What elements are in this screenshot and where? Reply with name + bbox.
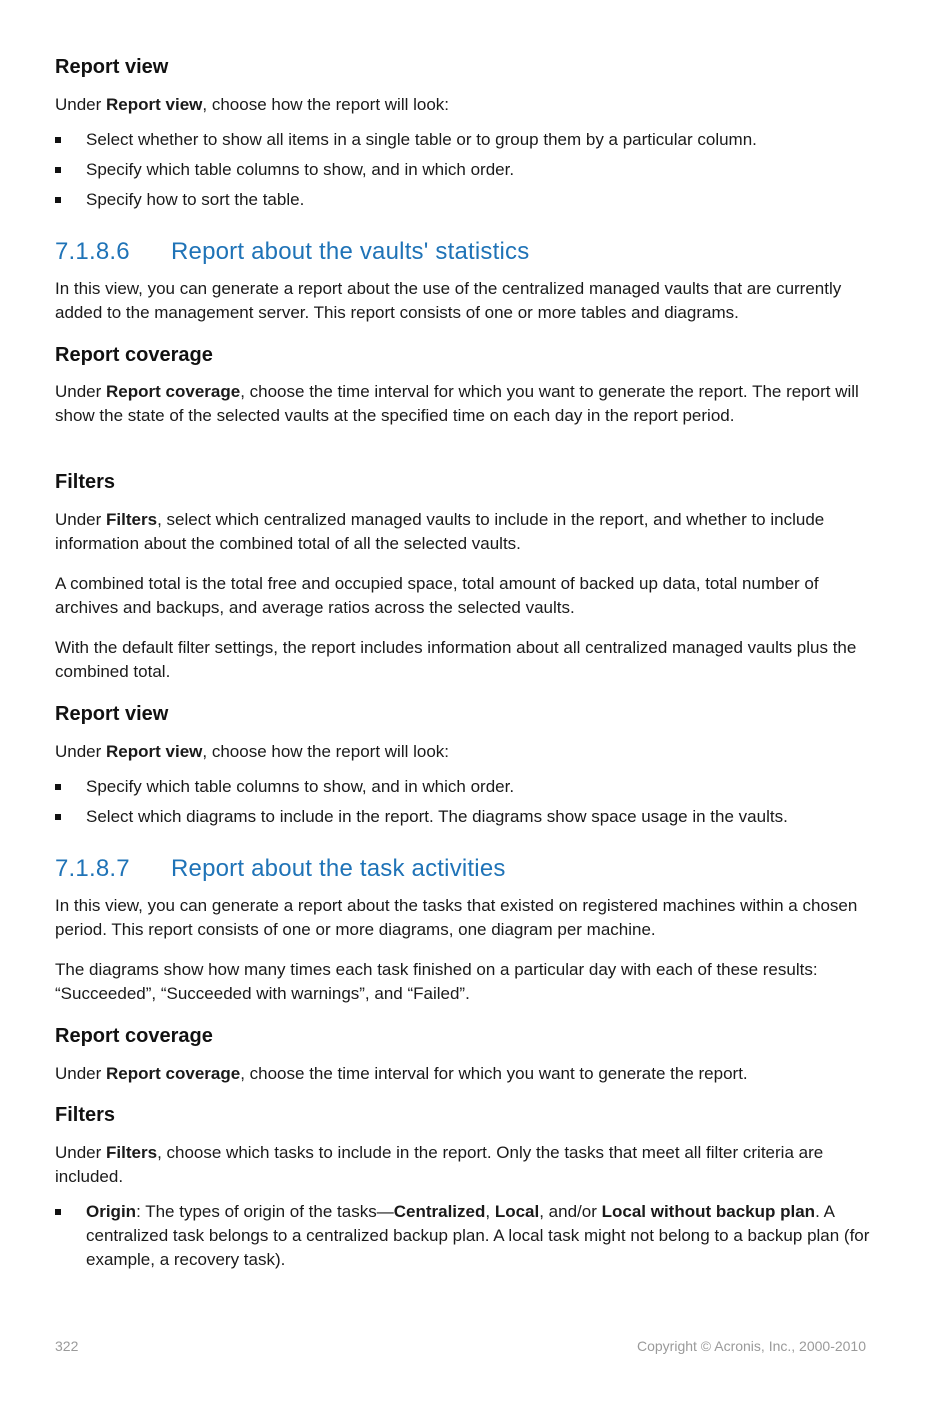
heading-filters: Filters xyxy=(55,471,116,493)
paragraph-filters: Under Filters, choose which tasks to include in the report. Only the tasks that meet all filter criteria are included. xyxy=(55,1143,824,1186)
paragraph-combined-total: A combined total is the total free and occupied space, total amount of backed up data, total number of archives and backups, and average ratios across the selected vaults. xyxy=(55,574,819,617)
page-number: 322 xyxy=(55,1338,79,1354)
paragraph-intro: In this view, you can generate a report about the use of the centralized managed vaults that are currently added to the management server. This report consists of one or more tables and diagrams. xyxy=(55,279,842,322)
bullet-icon xyxy=(55,784,61,790)
paragraph-diagrams: The diagrams show how many times each task finished on a particular day with each of these results: “Succeeded”, “Succeeded with warnings”, and “Failed”. xyxy=(55,960,818,1003)
paragraph-coverage: Under Report coverage, choose the time interval for which you want to generate the report. The report will show the state of the selected vaults at the specified time on each day in the report period. xyxy=(55,382,859,425)
list-item: Specify which table columns to show, and in which order. xyxy=(55,775,870,799)
list-item: Select which diagrams to include in the report. The diagrams show space usage in the vaults. xyxy=(55,805,870,829)
heading-report-view: Report view xyxy=(55,56,169,78)
section-number: 7.1.8.6 xyxy=(55,238,130,265)
copyright-notice: Copyright © Acronis, Inc., 2000-2010 xyxy=(637,1338,866,1354)
paragraph-intro: In this view, you can generate a report about the tasks that existed on registered machines within a chosen period. This report consists of one or more diagrams, one diagram per machine. xyxy=(55,896,858,939)
section-heading-7187 xyxy=(55,855,506,883)
section-number: 7.1.8.7 xyxy=(55,855,130,882)
paragraph-report-view: Under Report view, choose how the report will look: xyxy=(55,742,450,761)
list-item: Select whether to show all items in a single table or to group them by a particular column. xyxy=(55,128,870,152)
bullet-icon xyxy=(55,814,61,820)
bullet-icon xyxy=(55,197,61,203)
heading-report-coverage: Report coverage xyxy=(55,1025,213,1047)
heading-report-coverage: Report coverage xyxy=(55,344,213,366)
paragraph-filters: Under Filters, select which centralized managed vaults to include in the report, and whether to include information about the combined total of all the selected vaults. xyxy=(55,510,825,553)
paragraph-default-filter: With the default filter settings, the report includes information about all centralized managed vaults plus the combined total. xyxy=(55,638,857,681)
bullet-icon xyxy=(55,167,61,173)
list-item: Specify which table columns to show, and in which order. xyxy=(55,158,870,182)
list-item-origin: Origin: The types of origin of the tasks—Centralized, Local, and/or Local without backup plan. A centralized task belongs to a centralized backup plan. A local task might not belong to a backup plan (for example, a recovery task). xyxy=(55,1200,870,1272)
bullet-icon xyxy=(55,137,61,143)
list-item: Specify how to sort the table. xyxy=(55,188,870,212)
section-heading-7186 xyxy=(55,238,529,266)
heading-report-view: Report view xyxy=(55,703,169,725)
paragraph-coverage: Under Report coverage, choose the time interval for which you want to generate the report. xyxy=(55,1064,748,1083)
heading-filters: Filters xyxy=(55,1104,116,1126)
section-title: Report about the vaults' statistics xyxy=(171,238,530,265)
paragraph-report-view: Under Report view, choose how the report will look: xyxy=(55,95,450,114)
bullet-icon xyxy=(55,1209,61,1215)
section-title: Report about the task activities xyxy=(171,855,506,882)
